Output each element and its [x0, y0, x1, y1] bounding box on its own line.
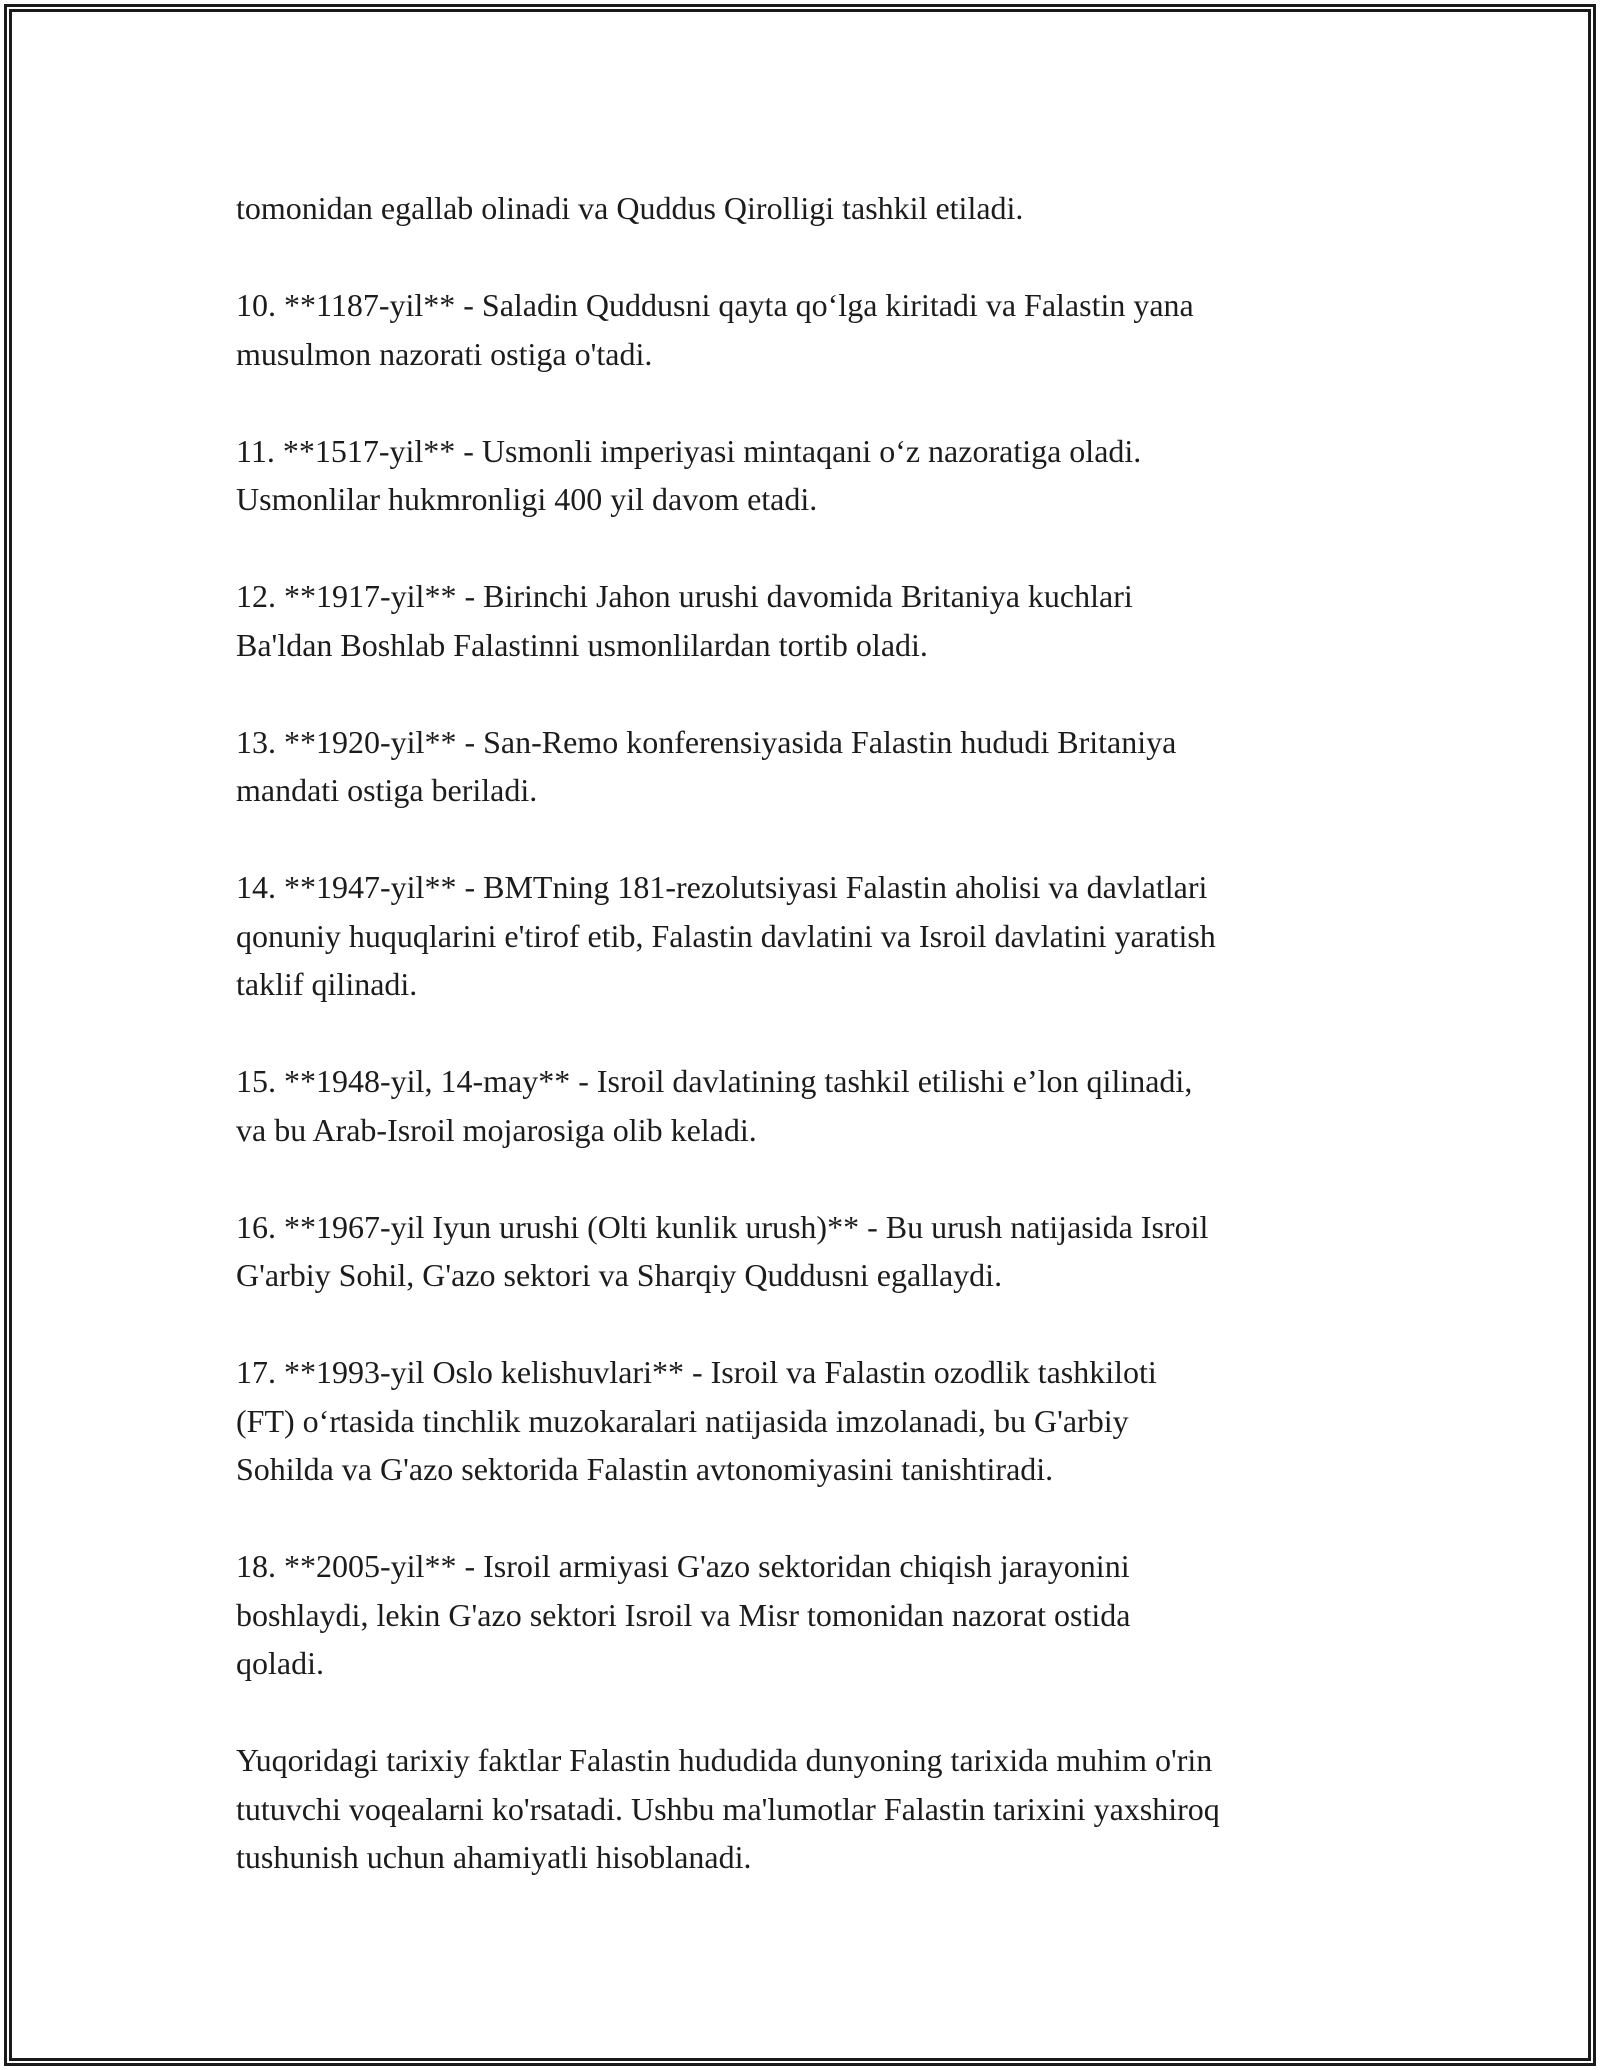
paragraph-conclusion [236, 1736, 1386, 1882]
text-line: 10. **1187-yil** - Saladin Quddusni qayta qo‘lga kiritadi va Falastin yana [236, 287, 1194, 323]
list-item-15 [236, 1057, 1386, 1154]
text-line: 17. **1993-yil Oslo kelishuvlari** - Isroil va Falastin ozodlik tashkiloti [236, 1354, 1157, 1390]
text-line: 13. **1920-yil** - San-Remo konferensiyasida Falastin hududi Britaniya [236, 723, 1177, 760]
text-line: taklif qilinadi. [236, 966, 418, 1002]
paragraph-intro-continuation [236, 184, 1386, 233]
text-line: 16. **1967-yil Iyun urushi (Olti kunlik urush)** - Bu urush natijasida Isroil [236, 1208, 1209, 1245]
text-line: boshlaydi, lekin G'azo sektori Isroil va Misr tomonidan nazorat ostida [236, 1596, 1131, 1633]
text-line: qonuniy huquqlarini e'tirof etib, Falastin davlatini va Isroil davlatini yaratish [236, 917, 1216, 954]
text-line: 12. **1917-yil** - Birinchi Jahon urushi davomida Britaniya kuchlari [236, 578, 1133, 614]
text-line: Sohilda va G'azo sektorida Falastin avtonomiyasini tanishtiradi. [236, 1451, 1054, 1487]
text-line: 14. **1947-yil** - BMTning 181-rezolutsiyasi Falastin aholisi va davlatlari [236, 869, 1208, 905]
list-item-10 [236, 281, 1386, 378]
list-item-17 [236, 1348, 1386, 1494]
list-item-14 [236, 863, 1386, 1009]
text-line: tomonidan egallab olinadi va Quddus Qirolligi tashkil etiladi. [236, 190, 1024, 226]
text-line: G'arbiy Sohil, G'azo sektori va Sharqiy Quddusni egallaydi. [236, 1257, 1003, 1293]
document-body [236, 184, 1386, 1930]
text-line: 18. **2005-yil** - Isroil armiyasi G'azo sektoridan chiqish jarayonini [236, 1548, 1130, 1584]
list-item-16 [236, 1203, 1386, 1300]
text-line: 11. **1517-yil** - Usmonli imperiyasi mintaqani o‘z nazoratiga oladi. [236, 432, 1142, 469]
list-item-18 [236, 1542, 1386, 1688]
list-item-12 [236, 572, 1386, 669]
text-line: Ba'ldan Boshlab Falastinni usmonlilardan tortib oladi. [236, 626, 928, 663]
text-line: musulmon nazorati ostiga o'tadi. [236, 335, 653, 372]
list-item-11 [236, 427, 1386, 524]
text-line: tushunish uchun ahamiyatli hisoblanadi. [236, 1839, 752, 1875]
text-line: (FT) o‘rtasida tinchlik muzokaralari natijasida imzolanadi, bu G'arbiy [236, 1402, 1129, 1439]
text-line: qoladi. [236, 1645, 324, 1681]
text-line: va bu Arab-Isroil mojarosiga olib keladi. [236, 1111, 757, 1148]
text-line: 15. **1948-yil, 14-may** - Isroil davlatining tashkil etilishi e’lon qilinadi, [236, 1063, 1193, 1099]
text-line: mandati ostiga beriladi. [236, 772, 538, 808]
text-line: tutuvchi voqealarni ko'rsatadi. Ushbu ma'lumotlar Falastin tarixini yaxshiroq [236, 1790, 1220, 1827]
text-line: Usmonlilar hukmronligi 400 yil davom etadi. [236, 481, 818, 517]
list-item-13 [236, 718, 1386, 815]
text-line: Yuqoridagi tarixiy faktlar Falastin hududida dunyoning tarixida muhim o'rin [236, 1742, 1213, 1778]
